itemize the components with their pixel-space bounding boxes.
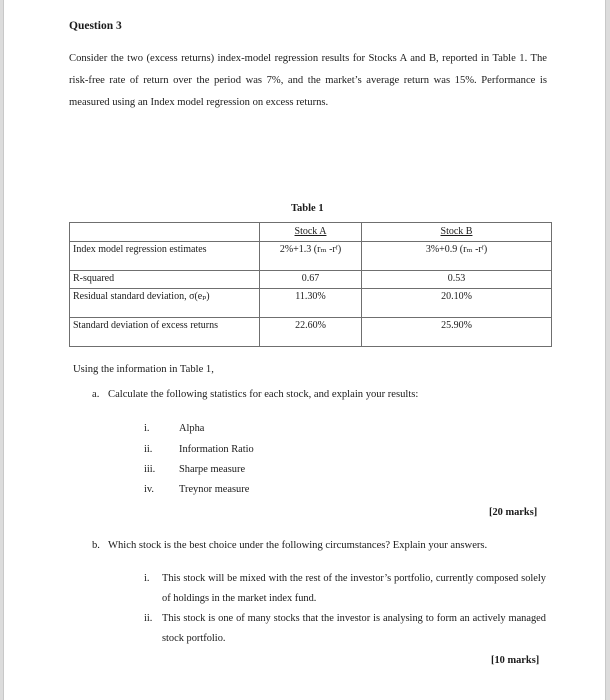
table-row <box>70 289 552 318</box>
regression-table <box>69 222 552 347</box>
list-item-num: ii. <box>144 613 153 624</box>
list-item-num: iii. <box>144 464 156 475</box>
header-stock-b: Stock B <box>362 223 552 242</box>
part-a-lead: Using the information in Table 1, <box>73 364 214 375</box>
stock-a-value: 22.60% <box>260 318 362 347</box>
question-title: Question 3 <box>69 20 122 32</box>
list-item-num: iv. <box>144 484 155 495</box>
list-item-num: ii. <box>144 444 153 455</box>
part-b-text: Which stock is the best choice under the following circumstances? Explain your answers. <box>108 540 488 551</box>
table-header-row <box>70 223 552 242</box>
stock-a-value: 11.30% <box>260 289 362 318</box>
table-row <box>70 242 552 271</box>
document-page <box>3 0 606 700</box>
row-label: Standard deviation of excess returns <box>70 318 260 347</box>
stock-b-value: 20.10% <box>362 289 552 318</box>
stock-a-value: 0.67 <box>260 271 362 289</box>
list-item-num: i. <box>144 423 150 434</box>
part-a-label: a. <box>92 389 100 400</box>
row-label: Residual standard deviation, σ(eₚ) <box>70 289 260 318</box>
table-title: Table 1 <box>291 203 324 214</box>
list-item: Sharpe measure <box>179 464 246 475</box>
header-empty-cell <box>70 223 260 242</box>
list-item: Information Ratio <box>179 444 254 455</box>
stock-b-value: 0.53 <box>362 271 552 289</box>
part-a-marks: [20 marks] <box>489 507 538 518</box>
stock-a-value: 2%+1.3 (rₘ -rᶠ) <box>260 242 362 271</box>
stock-b-value: 25.90% <box>362 318 552 347</box>
row-label: Index model regression estimates <box>70 242 260 271</box>
list-item-num: i. <box>144 573 150 584</box>
stock-b-value: 3%+0.9 (rₘ -rᶠ) <box>362 242 552 271</box>
table-row <box>70 271 552 289</box>
part-b-item <box>144 609 546 649</box>
header-stock-a: Stock A <box>260 223 362 242</box>
part-b-label: b. <box>92 540 100 551</box>
part-b-marks: [10 marks] <box>491 655 540 666</box>
list-item: Alpha <box>179 423 205 434</box>
list-item-text: This stock is one of many stocks that the investor is analysing to form an actively managed stock portfolio. <box>162 613 546 644</box>
list-item: Treynor measure <box>179 484 250 495</box>
list-item-text: This stock will be mixed with the rest of the investor’s portfolio, currently composed solely of holdings in the market index fund. <box>162 573 546 604</box>
question-intro: Consider the two (excess returns) index-model regression results for Stocks A and B, reported in Table 1. The risk-free rate of return over the period was 7%, and the market’s average return was 15%. Performance is measured using an Index model regression on excess returns. <box>69 53 547 108</box>
row-label: R-squared <box>70 271 260 289</box>
table-row <box>70 318 552 347</box>
part-b-item <box>144 569 546 609</box>
part-a-text: Calculate the following statistics for each stock, and explain your results: <box>108 389 419 400</box>
